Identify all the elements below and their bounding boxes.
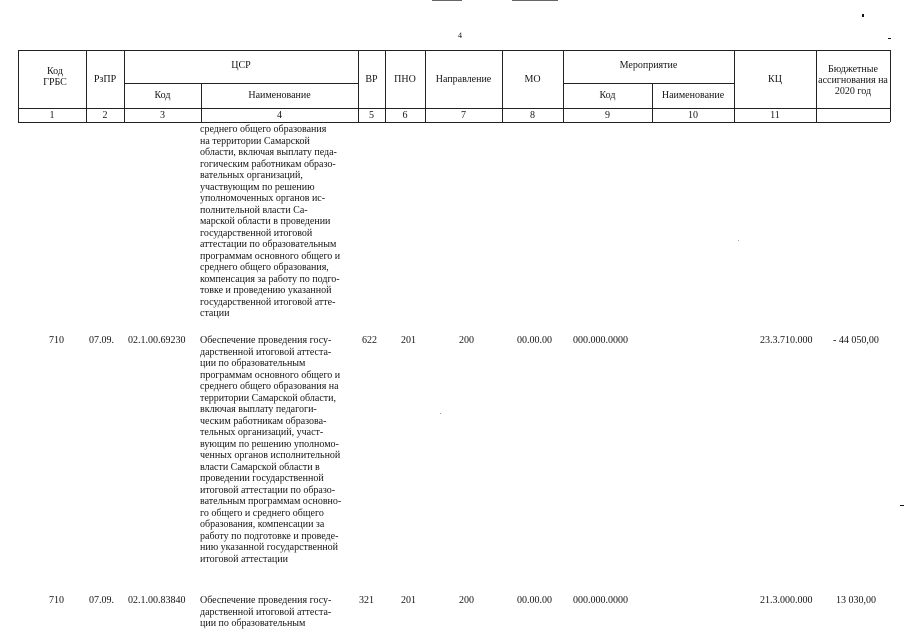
page-number: 4 [458, 31, 462, 40]
column-number: 10 [688, 110, 698, 121]
column-number: 6 [402, 110, 408, 121]
name-line: дарственной итоговой аттеста- [200, 606, 332, 618]
scan-speck [900, 505, 904, 506]
name-line: ческим работникам образова- [200, 415, 327, 427]
cell-napravlenie: 200 [459, 335, 474, 346]
name-line: ции по образовательным [200, 358, 306, 369]
name-line: уполномоченных органов ис- [200, 193, 326, 204]
cell-amount: - 44 050,00 [833, 335, 879, 346]
name-line: дарственной итоговой аттеста- [200, 346, 332, 358]
name-line: среднего общего образования на [200, 381, 339, 392]
column-number: 9 [605, 110, 610, 121]
name-line: власти Самарской области в [200, 461, 320, 473]
name-line: ции по образовательным [200, 618, 306, 629]
header-vr: ВР [365, 74, 378, 85]
column-number: 3 [160, 110, 165, 121]
header-pno: ПНО [394, 74, 416, 85]
cell-csr-name [200, 335, 353, 565]
cell-pno: 201 [401, 335, 416, 346]
cell-grbs: 710 [49, 335, 64, 346]
name-line: среднего общего образования [200, 124, 327, 135]
name-line: на территории Самарской [200, 135, 310, 147]
scan-speck [888, 38, 891, 39]
name-line: полнительной власти Са- [200, 204, 308, 216]
cell-mer-kod: 000.000.0000 [573, 335, 628, 346]
header-csr-name: Наименование [248, 90, 311, 101]
cell-kc: 23.3.710.000 [760, 335, 813, 346]
cell-rzpr: 07.09. [89, 335, 114, 346]
column-number: 8 [530, 110, 535, 121]
column-number: 2 [102, 110, 108, 121]
cell-vr: 321 [359, 595, 374, 606]
name-line: программам основного общего и [200, 250, 341, 262]
name-line: итоговой аттестации [200, 553, 288, 565]
name-line: тельных организаций, участ- [200, 427, 324, 438]
cell-csr-name [200, 595, 353, 630]
header-csr-kod: Код [154, 90, 171, 101]
name-line: участвующим по решению [200, 181, 315, 193]
name-line: марской области в проведении [200, 216, 331, 227]
column-number: 1 [49, 110, 55, 121]
cell-mer-kod: 000.000.0000 [573, 595, 628, 606]
name-line: итоговой аттестации по образо- [200, 484, 336, 496]
name-line: вующим по решению уполномо- [200, 438, 339, 450]
header-kc: КЦ [768, 74, 782, 85]
header-kod-grbs: Код ГРБС [43, 66, 67, 88]
name-line: среднего общего образования, [200, 262, 329, 273]
scan-speck [738, 240, 739, 241]
header-mer-kod: Код [599, 90, 616, 101]
cell-amount: 13 030,00 [836, 595, 876, 606]
header-napravlenie: Направление [435, 74, 492, 85]
name-line: стации [200, 308, 230, 319]
header-meropriyatie: Мероприятие [619, 60, 678, 71]
name-line: нию указанной государственной [200, 542, 339, 553]
name-line: компенсация за работу по подго- [200, 273, 340, 285]
name-line: государственной итоговой атте- [200, 296, 336, 308]
header-budget: Бюджетные ассигнования на 2020 год [818, 64, 888, 97]
cell-vr: 622 [362, 335, 377, 346]
name-line: Обеспечение проведения госу- [200, 595, 332, 606]
scan-speck [440, 413, 441, 414]
cell-csr-kod: 02.1.00.69230 [128, 335, 186, 346]
name-line: Обеспечение проведения госу- [200, 335, 332, 346]
column-number: 7 [461, 110, 466, 121]
header-csr: ЦСР [231, 60, 251, 71]
name-line: аттестации по образовательным [200, 239, 337, 250]
name-line: государственной итоговой [200, 227, 313, 239]
header-rzpr: РзПР [93, 74, 117, 85]
name-line: программам основного общего и [200, 369, 341, 381]
name-line: ченных органов исполнительной [200, 450, 341, 461]
header-mo: МО [524, 74, 541, 85]
name-line: работу по подготовке и проведе- [200, 530, 339, 542]
scan-artifact-line [432, 0, 462, 1]
name-line: гогическим работникам образо- [200, 158, 336, 170]
cell-csr-kod: 02.1.00.83840 [128, 595, 186, 606]
name-line: проведении государственной [200, 473, 324, 484]
name-line: товке и проведению указанной [200, 285, 332, 296]
name-line: области, включая выплату педа- [200, 147, 337, 158]
cell-grbs: 710 [49, 595, 64, 606]
scan-artifact-line [512, 0, 558, 1]
cell-napravlenie: 200 [459, 595, 474, 606]
name-line: включая выплату педагоги- [200, 404, 317, 415]
column-number: 5 [369, 110, 374, 121]
scan-speck [862, 14, 864, 17]
name-line: территории Самарской области, [200, 392, 336, 404]
cell-mo: 00.00.00 [517, 595, 552, 606]
name-line: го общего и среднего общего [200, 507, 324, 519]
name-line: вательных организаций, [200, 170, 303, 181]
continued-name-cell [200, 124, 353, 320]
cell-pno: 201 [401, 595, 416, 606]
name-line: образования, компенсации за [200, 519, 325, 530]
cell-kc: 21.3.000.000 [760, 595, 813, 606]
header-mer-name: Наименование [661, 90, 725, 101]
name-line: вательным программам основно- [200, 496, 342, 507]
cell-mo: 00.00.00 [517, 335, 552, 346]
cell-rzpr: 07.09. [89, 595, 114, 606]
column-number: 4 [277, 110, 282, 121]
column-number: 11 [770, 110, 780, 121]
